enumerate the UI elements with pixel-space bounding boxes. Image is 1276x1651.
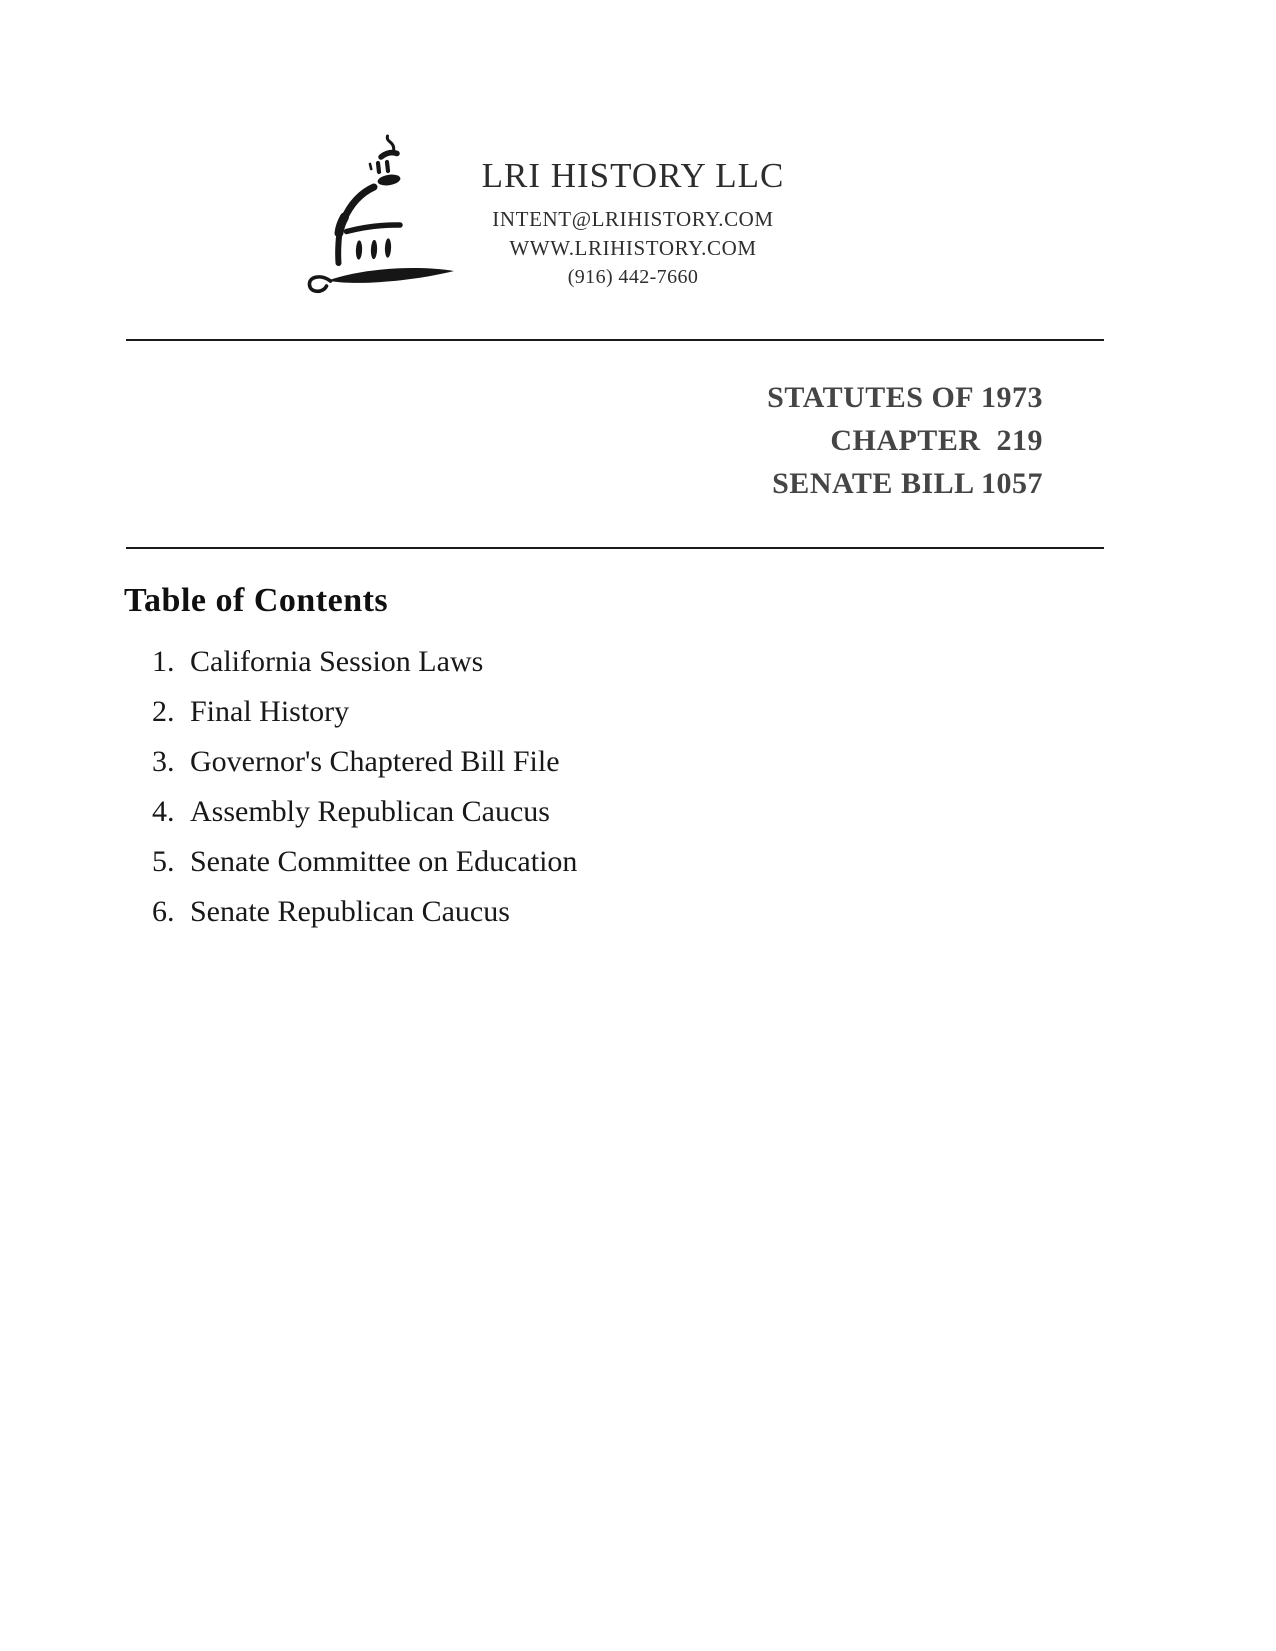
toc-item-number: 1.	[152, 645, 175, 678]
divider-bottom	[126, 547, 1104, 549]
toc-heading: Table of Contents	[124, 582, 389, 619]
toc-item-number: 6.	[152, 895, 175, 928]
toc-item-label: Final History	[190, 695, 350, 728]
toc-item-label: Governor's Chaptered Bill File	[190, 745, 560, 778]
toc-item	[152, 795, 577, 845]
toc-item	[152, 845, 577, 895]
company-name: LRI HISTORY LLC	[481, 156, 785, 195]
toc-item-number: 2.	[152, 695, 175, 728]
toc-list	[152, 645, 577, 945]
toc-item-number: 5.	[152, 845, 175, 878]
company-website: WWW.LRIHISTORY.COM	[509, 236, 757, 260]
logo-finial	[381, 136, 397, 157]
logo-lantern-dashes	[370, 162, 388, 172]
toc-item-label: California Session Laws	[190, 645, 484, 678]
toc-item	[152, 745, 577, 795]
statute-line-chapter: CHAPTER 219	[830, 424, 1043, 457]
company-phone: (916) 442-7660	[567, 266, 699, 288]
toc-item	[152, 895, 577, 945]
toc-item-number: 4.	[152, 795, 175, 828]
company-email: INTENT@LRIHISTORY.COM	[492, 207, 774, 231]
toc-item	[152, 695, 577, 745]
logo-dome-base-bar	[347, 225, 401, 232]
toc-item-label: Assembly Republican Caucus	[190, 795, 550, 828]
logo-columns	[356, 238, 392, 259]
logo-lantern-base	[377, 173, 401, 187]
toc-item-label: Senate Republican Caucus	[190, 895, 510, 928]
toc-item-number: 3.	[152, 745, 175, 778]
divider-top	[126, 339, 1104, 341]
toc-item-label: Senate Committee on Education	[190, 845, 578, 878]
statute-line-senate-bill: SENATE BILL 1057	[772, 467, 1043, 500]
statute-line-statutes: STATUTES OF 1973	[767, 381, 1043, 414]
statute-block	[767, 376, 1043, 505]
letterhead	[452, 156, 814, 292]
toc-item	[152, 645, 577, 695]
logo-base-swoosh	[309, 268, 454, 291]
capitol-dome-logo-icon	[296, 124, 476, 299]
